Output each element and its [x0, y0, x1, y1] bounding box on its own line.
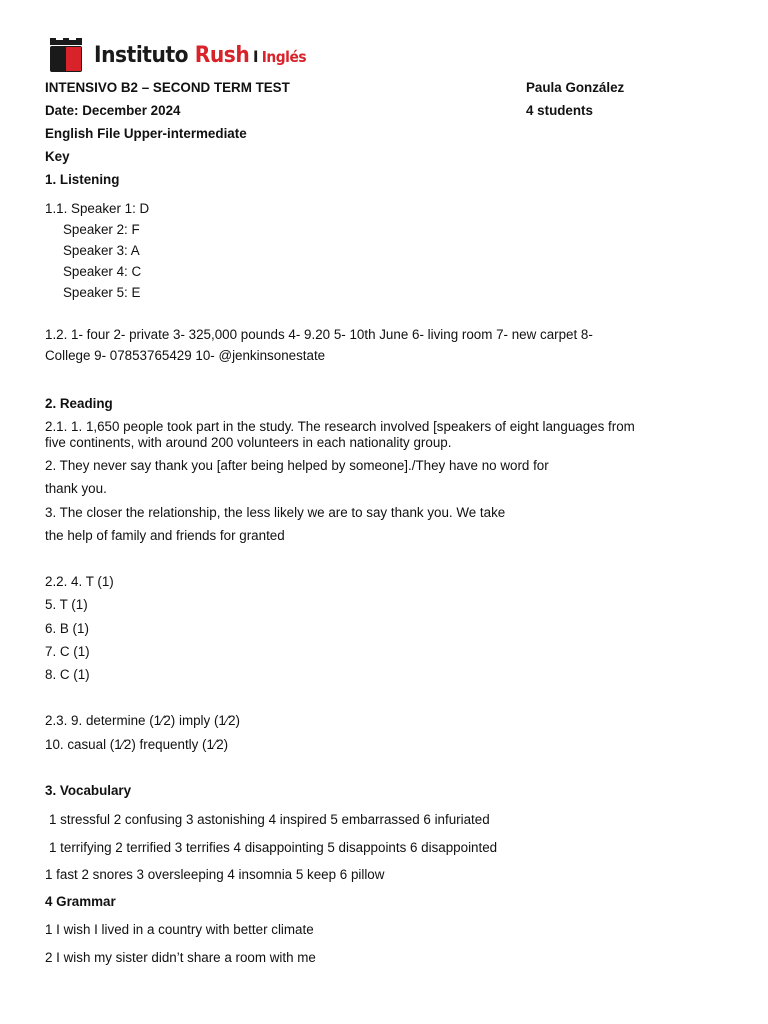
reading-q2-line1: 2. They never say thank you [after being helped by someone]./They have no word for [45, 458, 549, 473]
reading-q1-line1: 2.1. 1. 1,650 people took part in the study. The research involved [speakers of eight languages from [45, 419, 635, 434]
grammar-heading: 4 Grammar [45, 894, 116, 909]
logo-brand-2: Rush [194, 42, 250, 68]
reading-q3-line1: 3. The closer the relationship, the less likely we are to say thank you. We take [45, 505, 506, 520]
reading-part2-item: 2.2. 4. T (1) [45, 574, 114, 589]
test-title: INTENSIVO B2 – SECOND TERM TEST [45, 80, 290, 95]
reading-part2-item: 6. B (1) [45, 621, 89, 636]
listening-speaker-5: Speaker 5: E [63, 285, 141, 300]
listening-speaker-1: 1.1. Speaker 1: D [45, 201, 150, 216]
teacher-name: Paula González [526, 80, 625, 95]
rush-logo-icon [48, 38, 84, 72]
logo-brand-3: Inglés [261, 47, 307, 66]
listening-speaker-3: Speaker 3: A [63, 243, 140, 258]
logo-brand-1: Instituto [94, 42, 189, 68]
listening-part2-line2: College 9- 07853765429 10- @jenkinsonestate [45, 348, 326, 363]
reading-part2-item: 5. T (1) [45, 597, 88, 612]
listening-part2-line1: 1.2. 1- four 2- private 3- 325,000 pounds 4- 9.20 5- 10th June 6- living room 7- new carpet 8- [45, 327, 593, 342]
reading-q2-line2: thank you. [45, 481, 107, 496]
vocabulary-heading: 3. Vocabulary [45, 783, 132, 798]
test-date: Date: December 2024 [45, 103, 181, 118]
reading-q3-line2: the help of family and friends for granted [45, 528, 285, 543]
book-title: English File Upper-intermediate [45, 126, 247, 141]
reading-part2-item: 7. C (1) [45, 644, 90, 659]
reading-part3-item: 2.3. 9. determine (1⁄2) imply (1⁄2) [45, 713, 240, 728]
listening-speaker-4: Speaker 4: C [63, 264, 142, 279]
grammar-line: 1 I wish I lived in a country with better climate [45, 922, 314, 937]
logo-separator: I [253, 46, 259, 66]
vocabulary-line: 1 terrifying 2 terrified 3 terrifies 4 disappointing 5 disappoints 6 disappointed [49, 840, 498, 855]
grammar-line: 2 I wish my sister didn’t share a room with me [45, 950, 316, 965]
listening-heading: 1. Listening [45, 172, 120, 187]
institute-logo [48, 38, 325, 72]
reading-heading: 2. Reading [45, 396, 113, 411]
reading-part3-item: 10. casual (1⁄2) frequently (1⁄2) [45, 737, 229, 752]
reading-q1-line2: five continents, with around 200 volunteers in each nationality group. [45, 435, 452, 450]
reading-part2-item: 8. C (1) [45, 667, 90, 682]
logo-wordmark [94, 43, 306, 68]
vocabulary-line: 1 stressful 2 confusing 3 astonishing 4 inspired 5 embarrassed 6 infuriated [49, 812, 490, 827]
vocabulary-line: 1 fast 2 snores 3 oversleeping 4 insomnia 5 keep 6 pillow [45, 867, 385, 882]
listening-speaker-2: Speaker 2: F [63, 222, 140, 237]
student-count: 4 students [526, 103, 593, 118]
key-label: Key [45, 149, 70, 164]
